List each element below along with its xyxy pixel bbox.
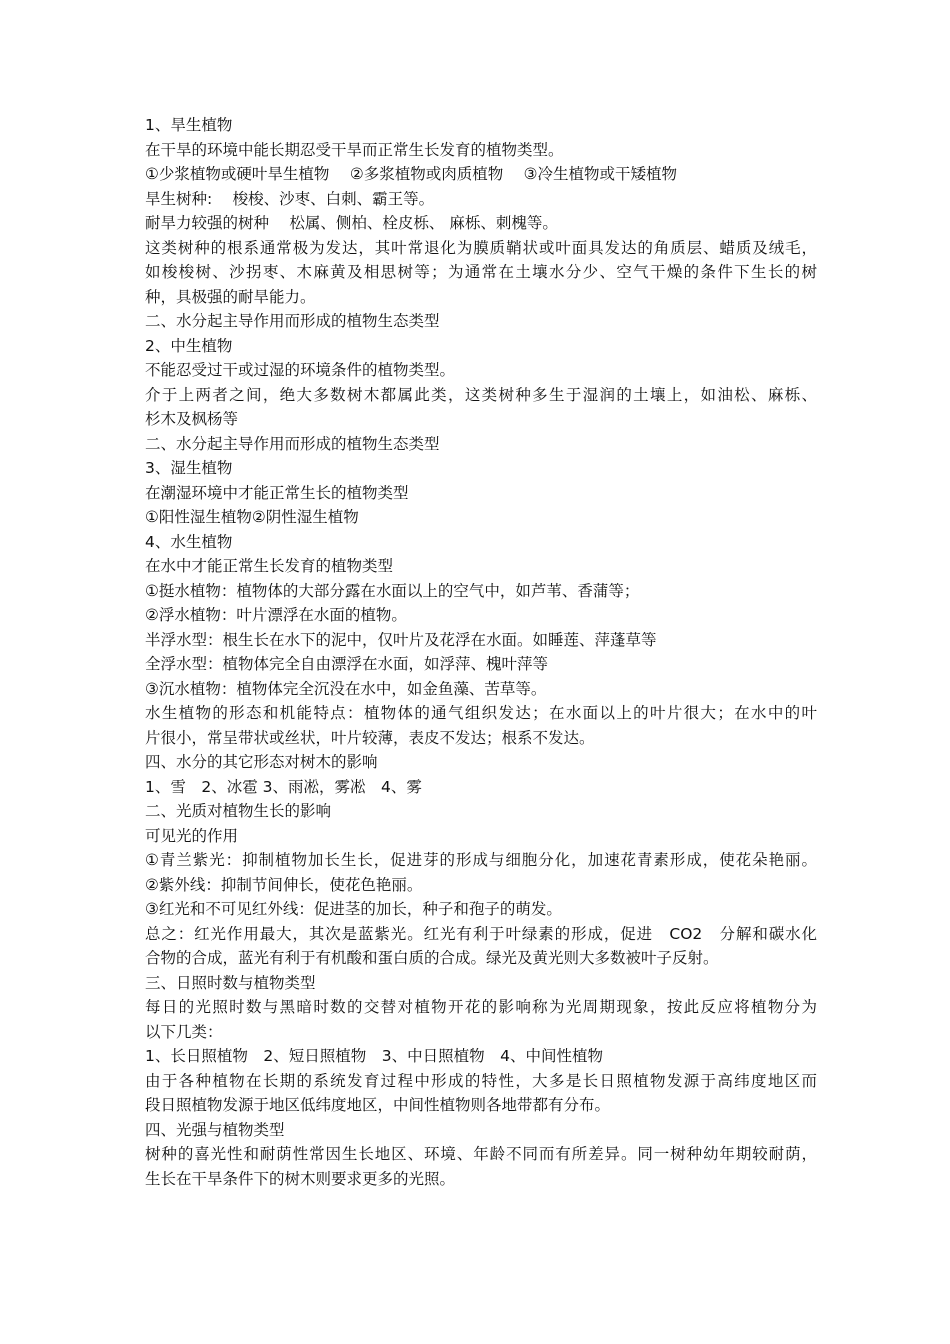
section-heading: 三、日照时数与植物类型 [145, 973, 316, 992]
paragraph-line: 如梭梭树、沙拐枣、木麻黄及相思树等；为通常在土壤水分少、空气干燥的条件下生长的树 [145, 263, 817, 281]
section-heading: 二、光质对植物生长的影响 [145, 802, 332, 820]
heading-hygrophyte: 3、湿生植物 [145, 459, 233, 477]
paragraph-line: 以下几类： [145, 1022, 223, 1041]
paragraph-line: 种，具极强的耐旱能力。 [145, 287, 316, 306]
document-body [145, 113, 817, 1191]
paragraph-line: 由于各种植物在长期的系统发育过程中形成的特性，大多是长日照植物发源于高纬度地区而 [145, 1071, 817, 1090]
paragraph-line: 在干旱的环境中能长期忍受干旱而正常生长发育的植物类型。 [145, 140, 564, 159]
paragraph-line: 片很小，常呈带状或丝状，叶片较薄，表皮不发达；根系不发达。 [145, 728, 595, 747]
section-heading: 四、光强与植物类型 [145, 1120, 285, 1139]
heading-hydrophyte: 4、水生植物 [145, 532, 233, 551]
paragraph-line: 介于上两者之间，绝大多数树木都属此类，这类树种多生于湿润的土壤上，如油松、麻栎、 [145, 385, 817, 404]
paragraph-line: ③沉水植物：植物体完全沉没在水中，如金鱼藻、苦草等。 [145, 679, 547, 698]
paragraph-line: ③红光和不可见红外线：促进茎的加长，种子和孢子的萌发。 [145, 900, 562, 918]
paragraph-line: 1、雪 2、冰雹 3、雨凇，雾凇 4、雾 [145, 777, 422, 796]
heading-mesophyte: 2、中生植物 [145, 336, 233, 355]
paragraph-line: 在潮湿环境中才能正常生长的植物类型 [145, 483, 409, 502]
paragraph-line: 这类树种的根系通常极为发达，其叶常退化为膜质鞘状或叶面具发达的角质层、蜡质及绒毛， [145, 238, 817, 257]
paragraph-line: 不能忍受过干或过湿的环境条件的植物类型。 [145, 361, 456, 379]
paragraph-line: 树种的喜光性和耐荫性常因生长地区、环境、年龄不同而有所差异。同一树种幼年期较耐荫， [145, 1145, 817, 1163]
section-heading: 二、水分起主导作用而形成的植物生态类型 [145, 434, 440, 453]
paragraph-line: 半浮水型：根生长在水下的泥中，仅叶片及花浮在水面。如睡莲、萍蓬草等 [145, 630, 657, 649]
paragraph-line: 每日的光照时数与黑暗时数的交替对植物开花的影响称为光周期现象，按此反应将植物分为 [145, 998, 817, 1016]
paragraph-line: ①青兰紫光：抑制植物加长生长，促进芽的形成与细胞分化，加速花青素形成，使花朵艳丽。 [145, 851, 817, 869]
paragraph-line: ②紫外线：抑制节间伸长，使花色艳丽。 [145, 875, 423, 894]
paragraph-line: 杉木及枫杨等 [145, 410, 239, 428]
paragraph-line: 旱生树种: 梭梭、沙枣、白刺、霸王等。 [145, 189, 435, 208]
paragraph-line: ①阳性湿生植物②阴性湿生植物 [145, 508, 359, 526]
paragraph-line: 全浮水型：植物体完全自由漂浮在水面，如浮萍、槐叶萍等 [145, 655, 549, 673]
paragraph-line: 总之：红光作用最大，其次是蓝紫光。红光有利于叶绿素的形成，促进 CO2 分解和碳水化 [145, 924, 817, 943]
section-heading: 四、水分的其它形态对树木的影响 [145, 753, 378, 771]
paragraph-line: ①少浆植物或硬叶旱生植物 ②多浆植物或肉质植物 ③冷生植物或干矮植物 [145, 165, 678, 183]
paragraph-line: 可见光的作用 [145, 826, 239, 845]
paragraph-line: 1、长日照植物 2、短日照植物 3、中日照植物 4、中间性植物 [145, 1047, 603, 1065]
paragraph-line: 耐旱力较强的树种 松属、侧柏、栓皮栎、 麻栎、刺槐等。 [145, 214, 558, 232]
paragraph-line: 生长在干旱条件下的树木则要求更多的光照。 [145, 1169, 456, 1188]
heading-xerophyte: 1、旱生植物 [145, 116, 233, 134]
paragraph-line: 水生植物的形态和机能特点：植物体的通气组织发达；在水面以上的叶片很大；在水中的叶 [145, 704, 817, 722]
paragraph-line: ①挺水植物：植物体的大部分露在水面以上的空气中，如芦苇、香蒲等； [145, 581, 640, 600]
paragraph-line: 合物的合成，蓝光有利于有机酸和蛋白质的合成。绿光及黄光则大多数被叶子反射。 [145, 949, 719, 967]
paragraph-line: 在水中才能正常生长发育的植物类型 [145, 557, 394, 575]
paragraph-line: 段日照植物发源于地区低纬度地区，中间性植物则各地带都有分布。 [145, 1096, 611, 1114]
paragraph-line: ②浮水植物：叶片漂浮在水面的植物。 [145, 606, 407, 624]
section-heading: 二、水分起主导作用而形成的植物生态类型 [145, 312, 440, 330]
